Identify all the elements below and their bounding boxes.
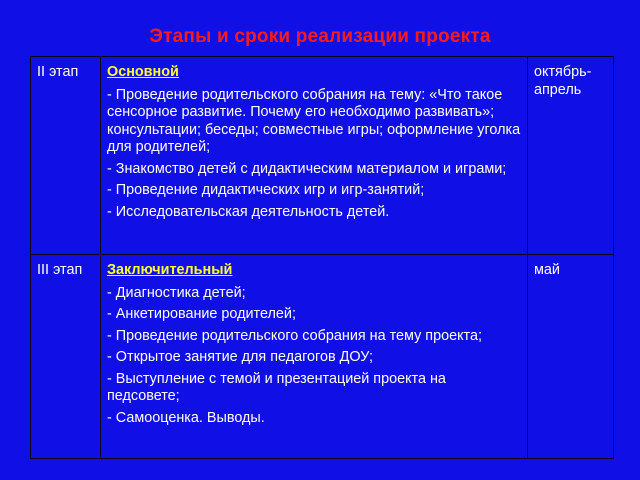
table-row-stage-3	[31, 255, 614, 459]
content-cell	[101, 255, 528, 459]
content-cell	[101, 57, 528, 255]
list-item: - Проведение родительского собрания на тему: «Что такое сенсорное развитие. Почему его необходимо развивать»; консультации; беседы; совместные игры; оформление уголка для родителей;	[107, 86, 521, 155]
table-row-stage-2	[31, 57, 614, 255]
slide-title: Этапы и сроки реализации проекта	[149, 26, 491, 47]
project-stages-table	[30, 56, 614, 459]
list-item: - Выступление с темой и презентацией проекта на педсовете;	[107, 370, 446, 404]
list-item: - Исследовательская деятельность детей.	[107, 203, 390, 220]
list-item: - Самооценка. Выводы.	[107, 409, 265, 426]
list-item: - Проведение дидактических игр и игр-занятий;	[107, 182, 425, 198]
list-item: - Знакомство детей с дидактическим материалом и играми;	[107, 160, 507, 177]
time-cell: май	[528, 255, 614, 459]
phase-name: Заключительный	[107, 262, 233, 278]
time-cell: октябрь-апрель	[528, 57, 614, 255]
stage-cell: II этап	[31, 57, 101, 255]
stage-cell: III этап	[31, 255, 101, 459]
list-item: - Диагностика детей;	[107, 284, 246, 301]
list-item: - Проведение родительского собрания на тему проекта;	[107, 327, 482, 344]
phase-name: Основной	[107, 64, 179, 80]
list-item: - Открытое занятие для педагогов ДОУ;	[107, 349, 374, 365]
list-item: - Анкетирование родителей;	[107, 306, 296, 322]
